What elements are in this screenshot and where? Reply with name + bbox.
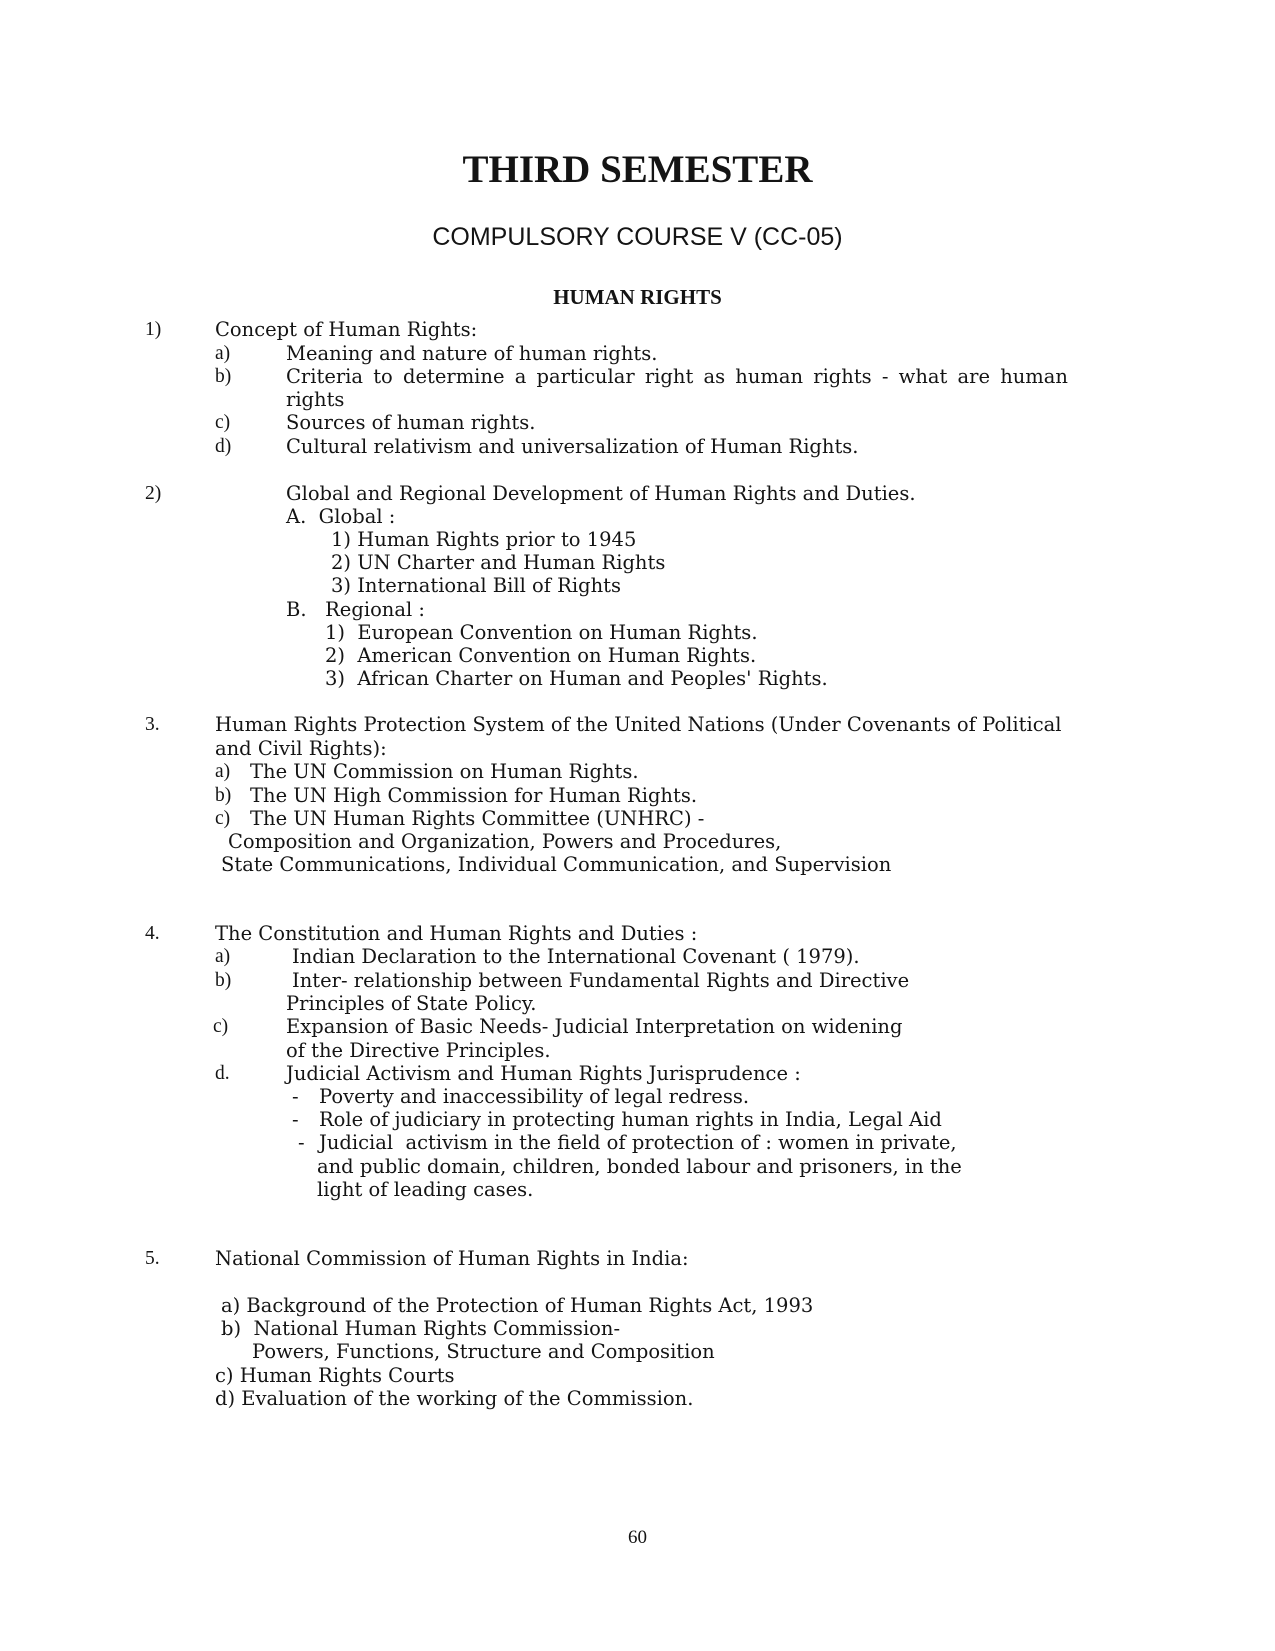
section-title: Global and Regional Development of Human Rights and Duties. (286, 482, 916, 505)
list-item: Inter- relationship between Fundamental Rights and Directive (292, 969, 910, 992)
page-title: THIRD SEMESTER (462, 148, 813, 191)
list-item-continuation: Composition and Organization, Powers and Procedures, (228, 830, 782, 853)
list-item-continuation: State Communications, Individual Communication, and Supervision (221, 853, 892, 876)
sub-list-item: Role of judiciary in protecting human rights in India, Legal Aid (319, 1108, 942, 1131)
list-item-continuation: Principles of State Policy. (286, 992, 537, 1015)
item-label: c) (215, 412, 231, 433)
sub-list-item: Poverty and inaccessibility of legal redress. (319, 1085, 750, 1108)
list-item: Expansion of Basic Needs- Judicial Interpretation on widening (286, 1015, 903, 1038)
item-label: a) (215, 946, 231, 967)
list-item: 3) African Charter on Human and Peoples' Rights. (325, 667, 828, 690)
list-item: Sources of human rights. (286, 411, 536, 434)
section-title: National Commission of Human Rights in India: (215, 1247, 689, 1270)
section-number: 4. (145, 923, 160, 944)
item-label: a) (215, 343, 231, 364)
list-item: Indian Declaration to the International Covenant ( 1979). (292, 945, 860, 968)
list-item: c) Human Rights Courts (215, 1364, 455, 1387)
list-item-continuation: of the Directive Principles. (286, 1039, 551, 1062)
list-item: The UN High Commission for Human Rights. (250, 784, 698, 807)
group-label: B. Regional : (286, 598, 425, 621)
section-title: Human Rights Protection System of the United Nations (Under Covenants of Political (215, 713, 1062, 736)
item-label: b) (215, 970, 232, 991)
section-title: The Constitution and Human Rights and Duties : (215, 922, 698, 945)
dash-marker: - (298, 1131, 305, 1154)
list-item: The UN Commission on Human Rights. (250, 760, 639, 783)
dash-marker: - (292, 1108, 299, 1131)
section-title-continuation: and Civil Rights): (215, 737, 387, 760)
sub-list-item: Judicial activism in the field of protection of : women in private, (319, 1131, 957, 1154)
list-item: Cultural relativism and universalization of Human Rights. (286, 435, 859, 458)
section-number: 2) (145, 483, 162, 504)
list-item: 1) European Convention on Human Rights. (325, 621, 758, 644)
list-item: 2) UN Charter and Human Rights (331, 551, 666, 574)
sub-list-item-continuation: and public domain, children, bonded labour and prisoners, in the (317, 1155, 962, 1178)
course-heading: HUMAN RIGHTS (553, 285, 722, 309)
item-label: a) (215, 761, 231, 782)
item-label: b) (215, 366, 232, 387)
list-item: b) National Human Rights Commission- (221, 1317, 621, 1340)
section-number: 5. (145, 1248, 160, 1269)
list-item: Meaning and nature of human rights. (286, 342, 658, 365)
page-number: 60 (628, 1527, 647, 1548)
list-item: 2) American Convention on Human Rights. (325, 644, 757, 667)
list-item: Judicial Activism and Human Rights Jurisprudence : (286, 1062, 801, 1085)
section-number: 3. (145, 714, 160, 735)
list-item: Criteria to determine a particular right as human rights - what are human (286, 365, 1068, 388)
list-item: d) Evaluation of the working of the Commission. (215, 1387, 694, 1410)
list-item: The UN Human Rights Committee (UNHRC) - (250, 807, 705, 830)
section-title: Concept of Human Rights: (215, 318, 478, 341)
course-subtitle: COMPULSORY COURSE V (CC-05) (432, 223, 843, 251)
item-label: c) (213, 1016, 229, 1037)
list-item-continuation: rights (286, 388, 345, 411)
section-number: 1) (145, 319, 162, 340)
list-item: a) Background of the Protection of Human Rights Act, 1993 (221, 1294, 814, 1317)
list-item: 1) Human Rights prior to 1945 (331, 528, 637, 551)
item-label: b) (215, 785, 232, 806)
list-item-continuation: Powers, Functions, Structure and Composition (252, 1340, 715, 1363)
dash-marker: - (292, 1085, 299, 1108)
group-label: A. Global : (286, 505, 396, 528)
list-item: 3) International Bill of Rights (331, 574, 621, 597)
sub-list-item-continuation: light of leading cases. (317, 1178, 534, 1201)
item-label: d) (215, 436, 232, 457)
item-label: c) (215, 808, 231, 829)
item-label: d. (215, 1063, 230, 1084)
